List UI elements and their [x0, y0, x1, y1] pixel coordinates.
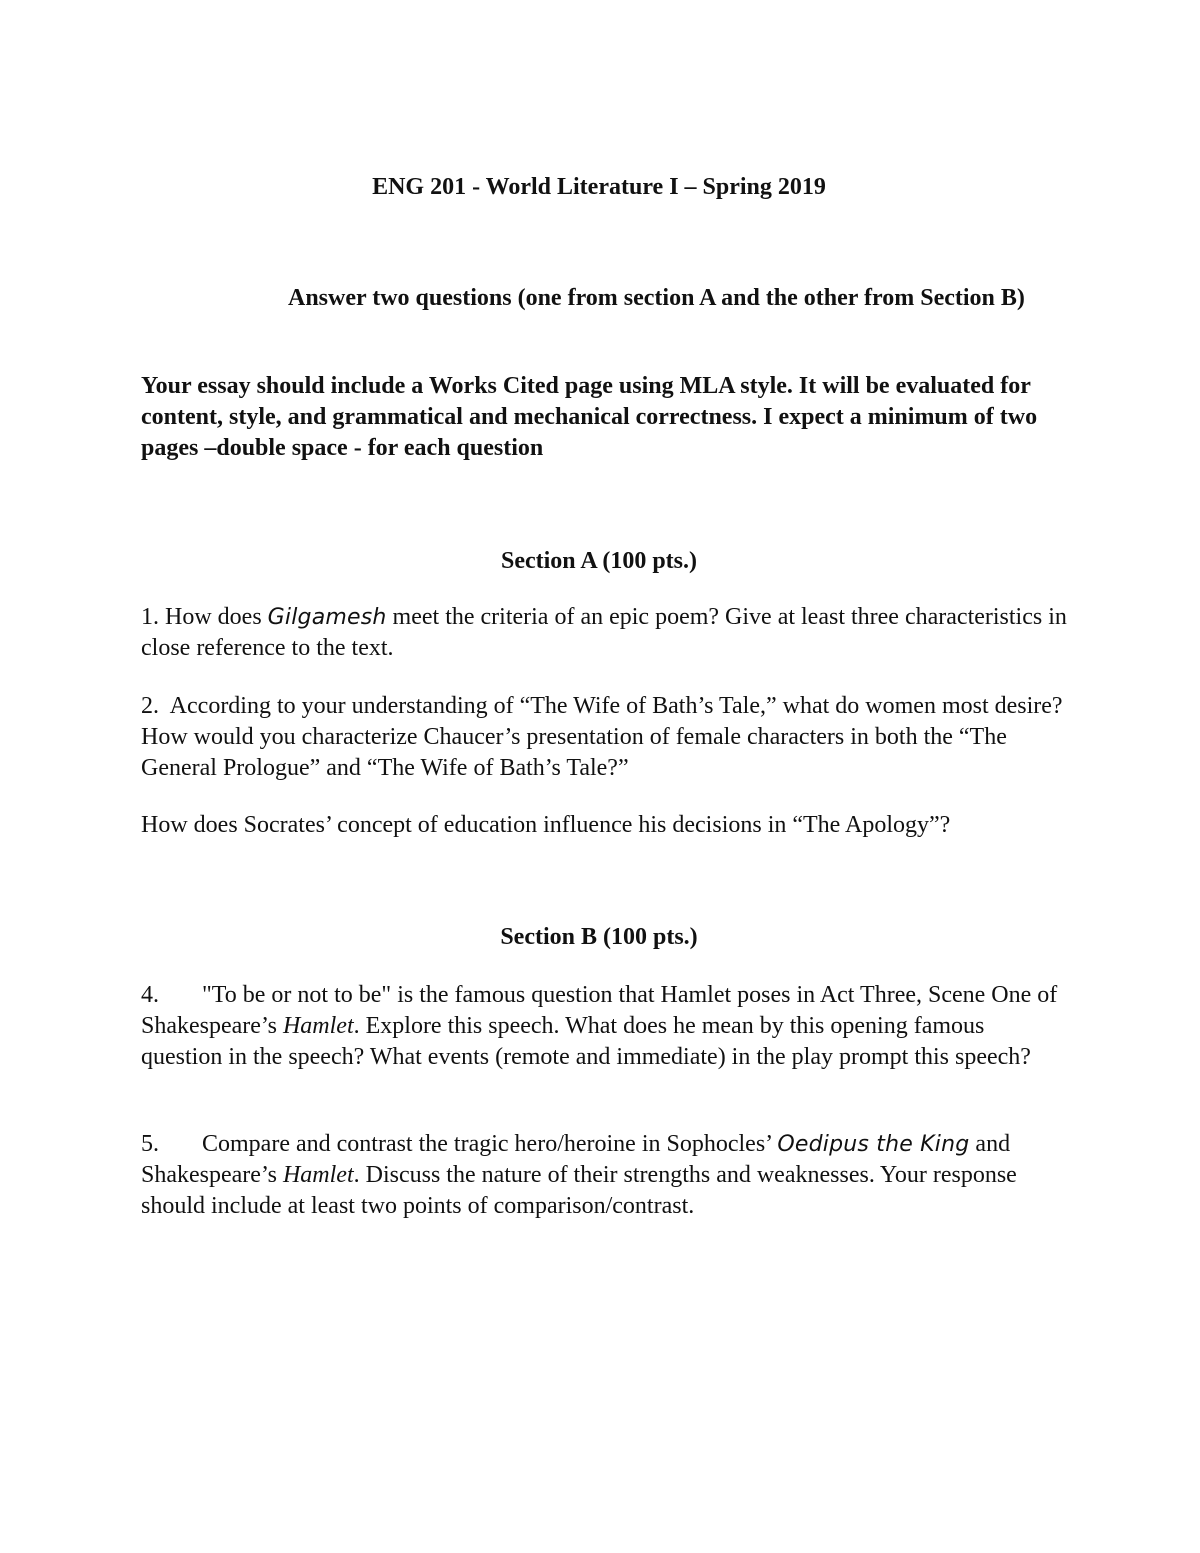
document-title: ENG 201 - World Literature I – Spring 2019: [372, 174, 826, 200]
question-5-text-before: Compare and contrast the tragic hero/heroine in Sophocles’: [202, 1131, 778, 1157]
essay-instructions: Your essay should include a Works Cited page using MLA style. It will be evaluated for content, style, and grammatical and mechanical correctness. I expect a minimum of two pages –double space - for each question: [141, 373, 1038, 461]
question-1-number: 1.: [141, 604, 159, 630]
question-4-number: 4.: [141, 982, 159, 1008]
question-4-text-after: . Explore this speech. What does he mean by this opening famous question in the speech? What events (remote and immediate) in the play prompt this speech?: [141, 1013, 1031, 1070]
question-5-text-after: . Discuss the nature of their strengths and weaknesses. Your response should include at least two points of comparison/contrast.: [141, 1162, 1017, 1219]
question-4-work-title: Hamlet: [282, 1013, 354, 1039]
question-5-work-title-oedipus: Oedipus the King: [777, 1132, 970, 1157]
question-5-number: 5.: [141, 1131, 159, 1157]
question-5-text-middle: and Shakespeare’s: [141, 1131, 1011, 1188]
question-4: [141, 980, 1071, 1073]
question-1: [141, 602, 1071, 664]
question-1-text-after: meet the criteria of an epic poem? Give at least three characteristics in close reference to the text.: [141, 604, 1067, 661]
question-1-work-title: Gilgamesh: [267, 605, 387, 630]
section-b-heading: Section B (100 pts.): [500, 924, 698, 950]
section-a-heading: Section A (100 pts.): [500, 548, 697, 574]
question-3: How does Socrates’ concept of education influence his decisions in “The Apology”?: [141, 812, 951, 838]
question-5-work-title-hamlet: Hamlet: [282, 1162, 354, 1188]
question-2-number: 2.: [141, 693, 159, 719]
question-2: [141, 691, 1071, 784]
question-5: [141, 1129, 1071, 1222]
answer-instruction: Answer two questions (one from section A and the other from Section B): [288, 285, 1025, 311]
question-4-text-before: "To be or not to be" is the famous question that Hamlet poses in Act Three, Scene One of Shakespeare’s: [141, 982, 1058, 1039]
question-1-text-before: How does: [159, 604, 268, 630]
question-2-text: According to your understanding of “The Wife of Bath’s Tale,” what do women most desire? How would you characterize Chaucer’s presentation of female characters in both the “The General Prologue” and “The Wife of Bath’s Tale?”: [141, 693, 1069, 781]
